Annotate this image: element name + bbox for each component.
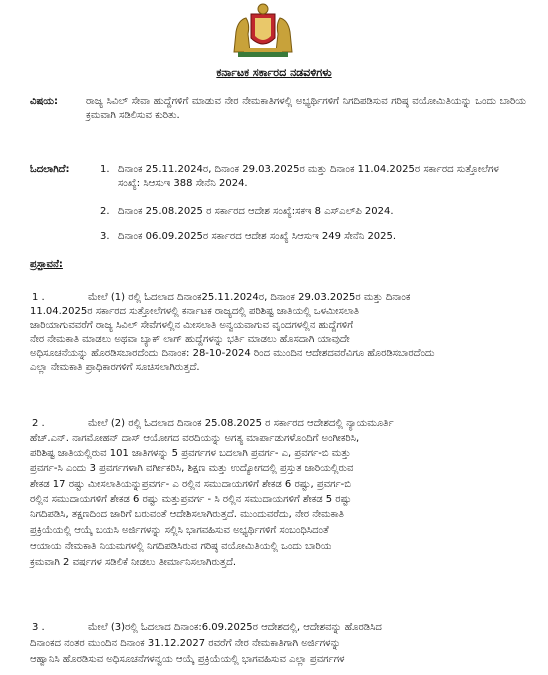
paragraph-line: ಆಹ್ವಾನಿಸಿ ಹೊರಡಿಸುವ ಅಧಿಸೂಚನೆಗಳನ್ವಯ ಆಯ್ಕೆ ಪ್ರಕ್ರಿಯೆಯಲ್ಲಿ ಭಾಗವಹಿಸುವ ಎಲ್ಲಾ ಪ್ರವರ್ಗಗಳ (30, 654, 345, 665)
paragraph-line: ಪರಿಶಿಷ್ಟ ಜಾತಿಯಲ್ಲಿರುವ 101 ಜಾತಿಗಳನ್ನು 5 ಪ್ರವರ್ಗಗಳ ಬದಲಾಗಿ ಪ್ರವರ್ಗ- ಎ, ಪ್ರವರ್ಗ-ಬಿ ಮತ್ತು (30, 448, 351, 459)
karnataka-emblem-icon (226, 2, 300, 60)
paragraph-line: ಶೇಕಡ 17 ರಷ್ಟು ಮೀಸಲಾತಿಯನ್ನುಪ್ರವರ್ಗ- ಎ ರಲ್ಲಿನ ಸಮುದಾಯಗಳಿಗೆ ಶೇಕಡ 6 ರಷ್ಟು, ಪ್ರವರ್ಗ-ಬಿ (30, 479, 352, 490)
paragraph-line: ಮೇಲೆ (1) ರಲ್ಲಿ ಓದಲಾದ ದಿನಾಂಕ25.11.2024ರ, ದಿನಾಂಕ 29.03.2025ರ ಮತ್ತು ದಿನಾಂಕ (88, 292, 411, 303)
subject-label: ವಿಷಯ: (30, 96, 58, 107)
paragraph-number: 3 . (32, 622, 45, 633)
paragraph-line: ಆಯಾಯ ನೇಮಕಾತಿ ನಿಯಮಗಳಲ್ಲಿ ನಿಗದಿಪಡಿಸಿರುವ ಗರಿಷ್ಠ ವಯೋಮಿತಿಯಲ್ಲಿ ಒಂದು ಬಾರಿಯ (30, 541, 332, 552)
reference-number: 2. (100, 206, 110, 217)
paragraph-line: ಮೇಲೆ (2) ರಲ್ಲಿ ಓದಲಾದ ದಿನಾಂಕ 25.08.2025 ರ ಸರ್ಕಾರದ ಆದೇಶದಲ್ಲಿ ನ್ಯಾಯಮೂರ್ತಿ (88, 418, 394, 429)
reference-text: ದಿನಾಂಕ 25.08.2025 ರ ಸರ್ಕಾರದ ಆದೇಶ ಸಂಖ್ಯೆ:ಸಕಇ 8 ಎಸ್‌ಎಲ್‌ಪಿ 2024. (118, 206, 394, 217)
subject-text: ರಾಜ್ಯ ಸಿವಿಲ್ ಸೇವಾ ಹುದ್ದೆಗಳಿಗೆ ಮಾಡುವ ನೇರ ನೇಮಕಾತಿಗಳಲ್ಲಿ ಅಭ್ಯರ್ಥಿಗಳಿಗೆ ನಿಗದಿಪಡಿಸುವ ಗರಿಷ್ಠ ವಯೋಮಿತಿಯನ್ನು ಒಂದು ಬಾರಿಯ ಕ್ರಮವಾಗಿ ಸಡಿಲಿಸುವ ಕುರಿತು. (86, 96, 526, 121)
reference-number: 1. (100, 164, 110, 175)
paragraph-line: ಎಲ್ಲಾ ನೇಮಕಾತಿ ಪ್ರಾಧಿಕಾರಗಳಿಗೆ ಸೂಚಿಸಲಾಗಿರುತ್ತದೆ. (30, 362, 200, 373)
paragraph-line: ಕ್ರಮವಾಗಿ 2 ವರ್ಷಗಳ ಸಡಿಲಿಕೆ ನೀಡಲು ತೀರ್ಮಾನಿಸಲಾಗಿರುತ್ತದೆ. (30, 557, 237, 568)
document-heading: ಕರ್ನಾಟಕ ಸರ್ಕಾರದ ನಡವಳಿಗಳು (216, 66, 332, 79)
paragraph-number: 1 . (32, 292, 45, 303)
paragraph-line: ನಿಗದಿಪಡಿಸಿ, ತಕ್ಷಣದಿಂದ ಜಾರಿಗೆ ಬರುವಂತೆ ಆದೇಶಿಸಲಾಗಿರುತ್ತದೆ. ಮುಂದುವರೆದು, ನೇರ ನೇಮಕಾತಿ (30, 509, 344, 520)
paragraph-number: 2 . (32, 418, 45, 429)
reference-number: 3. (100, 231, 110, 242)
paragraph-line: ಹೆಚ್.ಎನ್. ನಾಗಮೋಹನ್ ದಾಸ್ ಆಯೋಗದ ವರದಿಯನ್ನು ಅಗತ್ಯ ಮಾರ್ಪಾಡುಗಳೊಂದಿಗೆ ಅಂಗೀಕರಿಸಿ, (30, 433, 360, 444)
paragraph-line: ಅಧಿಸೂಚನೆಯನ್ನು ಹೊರಡಿಸಬಾರದೆಂದು ದಿನಾಂಕ: 28-10-2024 ರಿಂದ ಮುಂದಿನ ಆದೇಶದವರೆವಿಗೂ ಹೊರಡಿಸಬಾರದೆಂದು (30, 348, 435, 359)
paragraph-line: ಮೇಲೆ (3)ರಲ್ಲಿ ಓದಲಾದ ದಿನಾಂಕ:6.09.2025ರ ಆದೇಶದಲ್ಲಿ, ಆದೇಶವನ್ನು ಹೊರಡಿಸಿದ (88, 622, 382, 633)
paragraph-line: ರಲ್ಲಿನ ಸಮುದಾಯಗಳಿಗೆ ಶೇಕಡ 6 ರಷ್ಟು ಮತ್ತುಪ್ರವರ್ಗ - ಸಿ ರಲ್ಲಿನ ಸಮುದಾಯಗಳಿಗೆ ಶೇಕಡ 5 ರಷ್ಟು (30, 494, 352, 505)
reference-text: ದಿನಾಂಕ 25.11.2024ರ, ದಿನಾಂಕ 29.03.2025ರ ಮತ್ತು ದಿನಾಂಕ 11.04.2025ರ ಸರ್ಕಾರದ ಸುತ್ತೋಲೆಗಳ ಸಂಖ್ಯೆ: ಸಿಆಸುಇ 388 ಸೇನೆನಿ 2024. (118, 164, 499, 189)
paragraph-line: ಪ್ರವರ್ಗ-ಸಿ ಎಂದು 3 ಪ್ರವರ್ಗಗಳಾಗಿ ವರ್ಗೀಕರಿಸಿ, ಶಿಕ್ಷಣ ಮತ್ತು ಉದ್ಯೋಗದಲ್ಲಿ ಪ್ರಸ್ತುತ ಜಾರಿಯಲ್ಲಿರುವ (30, 463, 354, 474)
references-label: ಓದಲಾಗಿದೆ: (30, 164, 70, 175)
paragraph-line: ದಿನಾಂಕದ ನಂತರ ಮುಂದಿನ ದಿನಾಂಕ 31.12.2027 ರವರೆಗೆ ನೇರ ನೇಮಕಾತಿಗಾಗಿ ಅರ್ಜಿಗಳನ್ನು (30, 638, 341, 649)
paragraph-line: ಪ್ರಕ್ರಿಯೆಯಲ್ಲಿ ಆಯ್ಕೆ ಬಯಸಿ ಅರ್ಜಿಗಳನ್ನು ಸಲ್ಲಿಸಿ ಭಾಗವಹಿಸುವ ಅಭ್ಯರ್ಥಿಗಳಿಗೆ ಸಂಬಂಧಿಸಿದಂತೆ (30, 525, 329, 536)
preamble-label: ಪ್ರಸ್ತಾವನೆ: (30, 259, 63, 270)
paragraph-line: ಜಾರಿಯಾಗುವವರೆಗೆ ರಾಜ್ಯ ಸಿವಿಲ್ ಸೇವೆಗಳಲ್ಲಿನ ಮೀಸಲಾತಿ ಅನ್ವಯವಾಗುವ ವೃಂದಗಳಲ್ಲಿನ ಹುದ್ದೆಗಳಿಗೆ (30, 320, 354, 331)
reference-text: ದಿನಾಂಕ 06.09.2025ರ ಸರ್ಕಾರದ ಆದೇಶ ಸಂಖ್ಯೆ ಸಿಆಸುಇ 249 ಸೇನೆನಿ 2025. (118, 231, 397, 242)
paragraph-line: 11.04.2025ರ ಸರ್ಕಾರದ ಸುತ್ತೋಲೆಗಳಲ್ಲಿ ಕರ್ನಾಟಕ ರಾಜ್ಯದಲ್ಲಿ ಪರಿಶಿಷ್ಟ ಜಾತಿಯಲ್ಲಿ ಒಳಮೀಸಲಾತಿ (30, 306, 360, 317)
paragraph-line: ನೇರ ನೇಮಕಾತಿ ಮಾಡಲು ಅಥವಾ ಬ್ಯಾಕ್ ಲಾಗ್ ಹುದ್ದೆಗಳನ್ನು ಭರ್ತಿ ಮಾಡಲು ಹೊಸದಾಗಿ ಯಾವುದೇ (30, 334, 350, 345)
